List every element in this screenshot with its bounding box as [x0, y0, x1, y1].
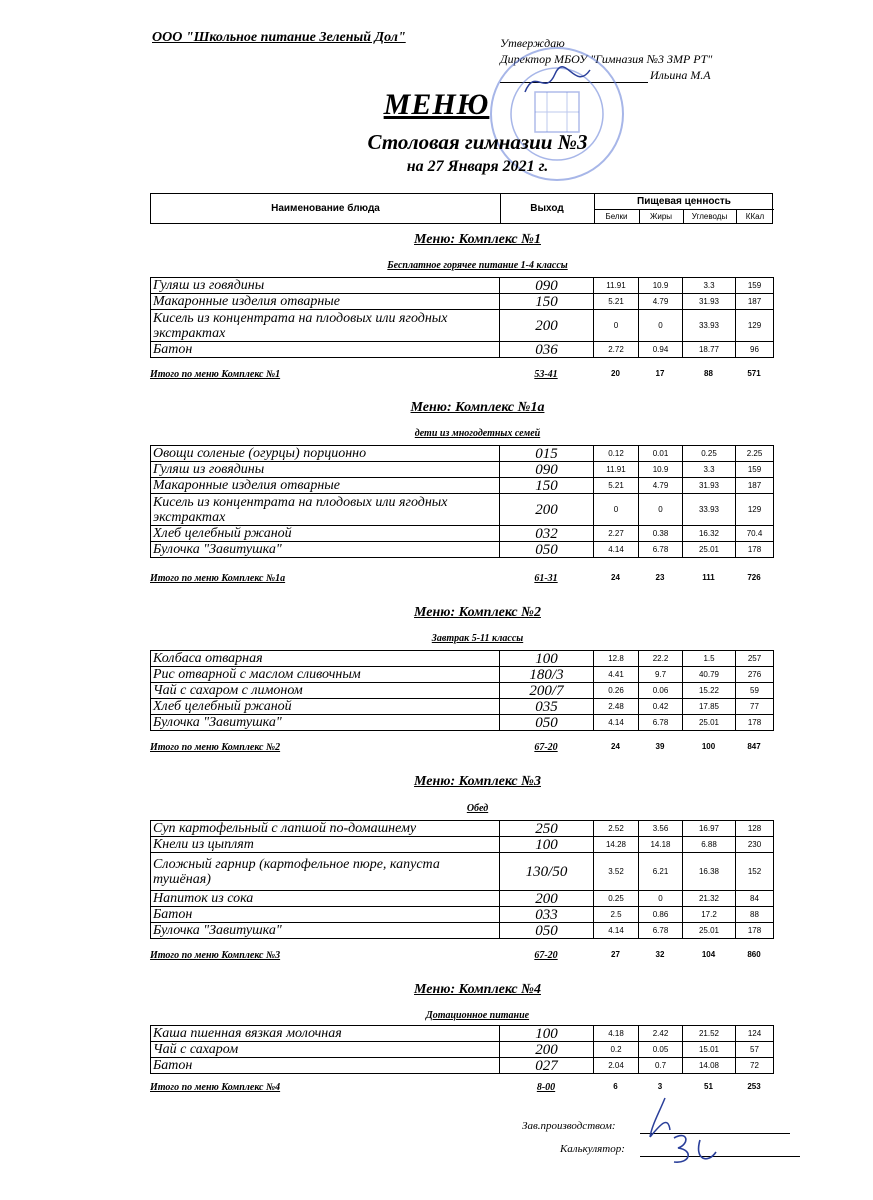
- dish-protein: 11.91: [594, 278, 639, 294]
- dish-kcal: 159: [736, 278, 774, 294]
- dish-output: 035: [500, 699, 594, 715]
- dish-output: 180/3: [500, 667, 594, 683]
- table-row: [151, 683, 774, 699]
- dish-protein: 3.52: [594, 853, 639, 891]
- total-carbs: 88: [704, 369, 713, 378]
- dish-protein: 2.72: [594, 342, 639, 358]
- calculator-label: Калькулятор:: [560, 1143, 625, 1155]
- dish-protein: 14.28: [594, 837, 639, 853]
- dish-carbs: 14.08: [683, 1058, 736, 1074]
- dish-fat: 0: [639, 310, 683, 342]
- table-row: [151, 667, 774, 683]
- dish-output: 050: [500, 715, 594, 731]
- dish-output: 100: [500, 651, 594, 667]
- dish-protein: 2.48: [594, 699, 639, 715]
- dish-fat: 0.42: [639, 699, 683, 715]
- dish-kcal: 96: [736, 342, 774, 358]
- dish-carbs: 18.77: [683, 342, 736, 358]
- dish-carbs: 25.01: [683, 715, 736, 731]
- table-row: [151, 699, 774, 715]
- total-label: Итого по меню Комплекс №1: [150, 369, 281, 380]
- total-output: 61-31: [534, 573, 558, 584]
- section-title-complex-4: Меню: Комплекс №4: [414, 982, 541, 997]
- dish-name: Батон: [151, 1058, 500, 1074]
- dish-output: 033: [500, 907, 594, 923]
- total-kcal: 253: [747, 1082, 761, 1091]
- dish-output: 050: [500, 542, 594, 558]
- table-row: [151, 494, 774, 526]
- total-kcal: 726: [747, 573, 761, 582]
- dish-protein: 4.14: [594, 542, 639, 558]
- dish-protein: 4.14: [594, 923, 639, 939]
- dish-protein: 0: [594, 494, 639, 526]
- calculator-signature-icon: [668, 1130, 728, 1170]
- dish-output: 027: [500, 1058, 594, 1074]
- dish-protein: 12.8: [594, 651, 639, 667]
- header-nutrition: Пищевая ценность: [594, 194, 774, 210]
- dish-protein: 5.21: [594, 294, 639, 310]
- dish-carbs: 0.25: [683, 446, 736, 462]
- organization-name: ООО "Школьное питание Зеленый Дол": [152, 30, 406, 45]
- section-title-complex-1: Меню: Комплекс №1: [414, 232, 541, 247]
- section-subtitle-complex-4: Дотационное питание: [425, 1010, 530, 1021]
- dish-name: Булочка "Завитушка": [151, 715, 500, 731]
- dish-carbs: 33.93: [683, 494, 736, 526]
- dish-carbs: 25.01: [683, 923, 736, 939]
- dish-name: Булочка "Завитушка": [151, 542, 500, 558]
- section-title-complex-2: Меню: Комплекс №2: [414, 605, 541, 620]
- table-row: [151, 891, 774, 907]
- dish-carbs: 16.97: [683, 821, 736, 837]
- total-protein: 24: [611, 742, 620, 751]
- table-row: [151, 278, 774, 294]
- dish-kcal: 88: [736, 907, 774, 923]
- dish-carbs: 21.52: [683, 1026, 736, 1042]
- table-row: [151, 1058, 774, 1074]
- dish-fat: 6.78: [639, 715, 683, 731]
- dish-kcal: 77: [736, 699, 774, 715]
- menu-table-complex-1a: [150, 445, 774, 558]
- section-subtitle-complex-1a: дети из многодетных семей: [414, 428, 541, 439]
- dish-fat: 0.86: [639, 907, 683, 923]
- dish-output: 200: [500, 1042, 594, 1058]
- dish-output: 090: [500, 278, 594, 294]
- dish-name: Чай с сахаром: [151, 1042, 500, 1058]
- dish-output: 250: [500, 821, 594, 837]
- total-row-complex-3: [150, 950, 773, 964]
- table-row: [151, 294, 774, 310]
- total-fat: 3: [657, 1082, 663, 1091]
- dish-fat: 9.7: [639, 667, 683, 683]
- dish-output: 090: [500, 462, 594, 478]
- total-protein: 6: [613, 1082, 618, 1091]
- dish-kcal: 84: [736, 891, 774, 907]
- table-header: [150, 193, 773, 224]
- dish-fat: 3.56: [639, 821, 683, 837]
- dish-protein: 0.26: [594, 683, 639, 699]
- total-fat: 23: [655, 573, 665, 582]
- section-title-complex-3: Меню: Комплекс №3: [414, 774, 541, 789]
- dish-carbs: 6.88: [683, 837, 736, 853]
- dish-output: 032: [500, 526, 594, 542]
- dish-fat: 0.05: [639, 1042, 683, 1058]
- total-fat: 17: [655, 369, 665, 378]
- section-title-complex-1a: Меню: Комплекс №1а: [410, 400, 545, 415]
- dish-kcal: 276: [736, 667, 774, 683]
- dish-protein: 0: [594, 310, 639, 342]
- dish-kcal: 159: [736, 462, 774, 478]
- total-kcal: 571: [747, 369, 761, 378]
- dish-fat: 4.79: [639, 294, 683, 310]
- total-carbs: 104: [701, 950, 716, 959]
- dish-carbs: 16.38: [683, 853, 736, 891]
- table-row: [151, 837, 774, 853]
- total-output: 67-20: [534, 742, 558, 753]
- dish-name: Сложный гарнир (картофельное пюре, капуста тушёная): [151, 853, 500, 891]
- menu-table-complex-2: [150, 650, 774, 731]
- dish-carbs: 3.3: [683, 278, 736, 294]
- dish-fat: 6.78: [639, 923, 683, 939]
- dish-name: Булочка "Завитушка": [151, 923, 500, 939]
- dish-kcal: 59: [736, 683, 774, 699]
- header-protein: Белки: [594, 210, 640, 223]
- dish-protein: 5.21: [594, 478, 639, 494]
- dish-fat: 2.42: [639, 1026, 683, 1042]
- dish-output: 200: [500, 310, 594, 342]
- header-dish: Наименование блюда: [151, 194, 501, 223]
- table-row: [151, 821, 774, 837]
- table-row: [151, 310, 774, 342]
- dish-kcal: 129: [736, 494, 774, 526]
- total-carbs: 100: [701, 742, 716, 751]
- dish-fat: 0.06: [639, 683, 683, 699]
- dish-protein: 4.41: [594, 667, 639, 683]
- dish-carbs: 16.32: [683, 526, 736, 542]
- dish-carbs: 40.79: [683, 667, 736, 683]
- approval-line1: Утверждаю: [500, 36, 565, 50]
- dish-output: 200: [500, 891, 594, 907]
- dish-name: Хлеб целебный ржаной: [151, 526, 500, 542]
- header-carbs: Углеводы: [683, 210, 737, 223]
- dish-protein: 4.18: [594, 1026, 639, 1042]
- dish-name: Чай с сахаром с лимоном: [151, 683, 500, 699]
- dish-fat: 10.9: [639, 462, 683, 478]
- dish-protein: 4.14: [594, 715, 639, 731]
- dish-name: Гуляш из говядины: [151, 462, 500, 478]
- dish-name: Гуляш из говядины: [151, 278, 500, 294]
- dish-name: Кнели из цыплят: [151, 837, 500, 853]
- dish-name: Суп картофельный с лапшой по-домашнему: [151, 821, 500, 837]
- total-carbs: 111: [702, 573, 715, 582]
- dish-protein: 0.25: [594, 891, 639, 907]
- total-label: Итого по меню Комплекс №2: [150, 742, 281, 753]
- total-carbs: 51: [704, 1082, 713, 1091]
- dish-kcal: 230: [736, 837, 774, 853]
- total-row-complex-4: [150, 1082, 773, 1096]
- dish-output: 130/50: [500, 853, 594, 891]
- dish-fat: 22.2: [639, 651, 683, 667]
- total-protein: 20: [611, 369, 620, 378]
- total-label: Итого по меню Комплекс №4: [150, 1082, 281, 1093]
- dish-kcal: 129: [736, 310, 774, 342]
- dish-kcal: 124: [736, 1026, 774, 1042]
- dish-name: Колбаса отварная: [151, 651, 500, 667]
- dish-protein: 2.04: [594, 1058, 639, 1074]
- total-fat: 32: [655, 950, 665, 959]
- approval-signer: Ильина М.А: [650, 68, 711, 82]
- dish-carbs: 25.01: [683, 542, 736, 558]
- total-output: 53-41: [534, 369, 558, 380]
- dish-output: 015: [500, 446, 594, 462]
- table-row: [151, 462, 774, 478]
- total-output: 67-20: [534, 950, 558, 961]
- dish-name: Хлеб целебный ржаной: [151, 699, 500, 715]
- section-subtitle-complex-1: Бесплатное горячее питание 1-4 классы: [387, 260, 568, 271]
- dish-name: Овощи соленые (огурцы) порционно: [151, 446, 500, 462]
- table-row: [151, 526, 774, 542]
- dish-name: Напиток из сока: [151, 891, 500, 907]
- dish-name: Кисель из концентрата на плодовых или ягодных экстрактах: [151, 494, 500, 526]
- approval-line2: Директор МБОУ "Гимназия №3 ЗМР РТ": [500, 52, 713, 66]
- dish-kcal: 187: [736, 294, 774, 310]
- dish-protein: 2.52: [594, 821, 639, 837]
- section-subtitle-complex-3: Обед: [466, 803, 489, 814]
- total-row-complex-1: [150, 369, 773, 383]
- dish-output: 200: [500, 494, 594, 526]
- total-label: Итого по меню Комплекс №1а: [150, 573, 286, 584]
- dish-kcal: 128: [736, 821, 774, 837]
- dish-name: Макаронные изделия отварные: [151, 478, 500, 494]
- dish-fat: 0.94: [639, 342, 683, 358]
- dish-kcal: 2.25: [736, 446, 774, 462]
- dish-protein: 2.5: [594, 907, 639, 923]
- table-row: [151, 342, 774, 358]
- menu-date: на 27 Января 2021 г.: [406, 158, 549, 175]
- dish-carbs: 15.01: [683, 1042, 736, 1058]
- dish-fat: 0.01: [639, 446, 683, 462]
- dish-kcal: 178: [736, 715, 774, 731]
- dish-kcal: 70.4: [736, 526, 774, 542]
- dish-output: 050: [500, 923, 594, 939]
- dish-output: 150: [500, 478, 594, 494]
- dish-kcal: 72: [736, 1058, 774, 1074]
- table-row: [151, 907, 774, 923]
- total-fat: 39: [655, 742, 665, 751]
- dish-name: Батон: [151, 342, 500, 358]
- dish-kcal: 257: [736, 651, 774, 667]
- dish-name: Каша пшенная вязкая молочная: [151, 1026, 500, 1042]
- dish-protein: 2.27: [594, 526, 639, 542]
- dish-name: Макаронные изделия отварные: [151, 294, 500, 310]
- dish-protein: 0.2: [594, 1042, 639, 1058]
- dish-kcal: 178: [736, 542, 774, 558]
- table-row: [151, 923, 774, 939]
- dish-fat: 10.9: [639, 278, 683, 294]
- dish-kcal: 57: [736, 1042, 774, 1058]
- dish-fat: 0.7: [639, 1058, 683, 1074]
- dish-carbs: 33.93: [683, 310, 736, 342]
- total-kcal: 860: [747, 950, 761, 959]
- dish-kcal: 152: [736, 853, 774, 891]
- dish-output: 100: [500, 837, 594, 853]
- table-row: [151, 1026, 774, 1042]
- dish-output: 150: [500, 294, 594, 310]
- dish-output: 200/7: [500, 683, 594, 699]
- dish-fat: 0: [639, 494, 683, 526]
- dish-fat: 0: [639, 891, 683, 907]
- total-protein: 24: [611, 573, 620, 582]
- dish-carbs: 17.85: [683, 699, 736, 715]
- menu-table-complex-3: [150, 820, 774, 939]
- menu-table-complex-4: [150, 1025, 774, 1074]
- menu-table-complex-1: [150, 277, 774, 358]
- header-fat: Жиры: [639, 210, 684, 223]
- dish-carbs: 31.93: [683, 478, 736, 494]
- dish-carbs: 17.2: [683, 907, 736, 923]
- table-row: [151, 1042, 774, 1058]
- table-row: [151, 446, 774, 462]
- dish-protein: 0.12: [594, 446, 639, 462]
- section-subtitle-complex-2: Завтрак 5-11 классы: [431, 633, 524, 644]
- dish-name: Батон: [151, 907, 500, 923]
- header-kcal: ККал: [745, 212, 765, 221]
- dish-carbs: 1.5: [683, 651, 736, 667]
- dish-fat: 0.38: [639, 526, 683, 542]
- total-kcal: 847: [747, 742, 761, 751]
- total-row-complex-2: [150, 742, 773, 756]
- dish-fat: 6.78: [639, 542, 683, 558]
- header-output: Выход: [500, 194, 595, 223]
- total-protein: 27: [611, 950, 620, 959]
- table-row: [151, 715, 774, 731]
- dish-carbs: 21.32: [683, 891, 736, 907]
- table-row: [151, 651, 774, 667]
- dish-fat: 6.21: [639, 853, 683, 891]
- dish-kcal: 187: [736, 478, 774, 494]
- table-row: [151, 853, 774, 891]
- page-subtitle: Столовая гимназии №3: [367, 130, 588, 154]
- dish-output: 036: [500, 342, 594, 358]
- dish-carbs: 15.22: [683, 683, 736, 699]
- dish-fat: 4.79: [639, 478, 683, 494]
- dish-carbs: 31.93: [683, 294, 736, 310]
- dish-name: Рис отварной с маслом сливочным: [151, 667, 500, 683]
- total-output: 8-00: [536, 1082, 556, 1093]
- production-manager-label: Зав.производством:: [522, 1120, 616, 1132]
- total-row-complex-1a: [150, 573, 773, 587]
- dish-name: Кисель из концентрата на плодовых или ягодных экстрактах: [151, 310, 500, 342]
- page-title: МЕНЮ: [383, 88, 490, 121]
- dish-fat: 14.18: [639, 837, 683, 853]
- table-row: [151, 542, 774, 558]
- table-row: [151, 478, 774, 494]
- dish-kcal: 178: [736, 923, 774, 939]
- dish-output: 100: [500, 1026, 594, 1042]
- dish-carbs: 3.3: [683, 462, 736, 478]
- dish-protein: 11.91: [594, 462, 639, 478]
- total-label: Итого по меню Комплекс №3: [150, 950, 281, 961]
